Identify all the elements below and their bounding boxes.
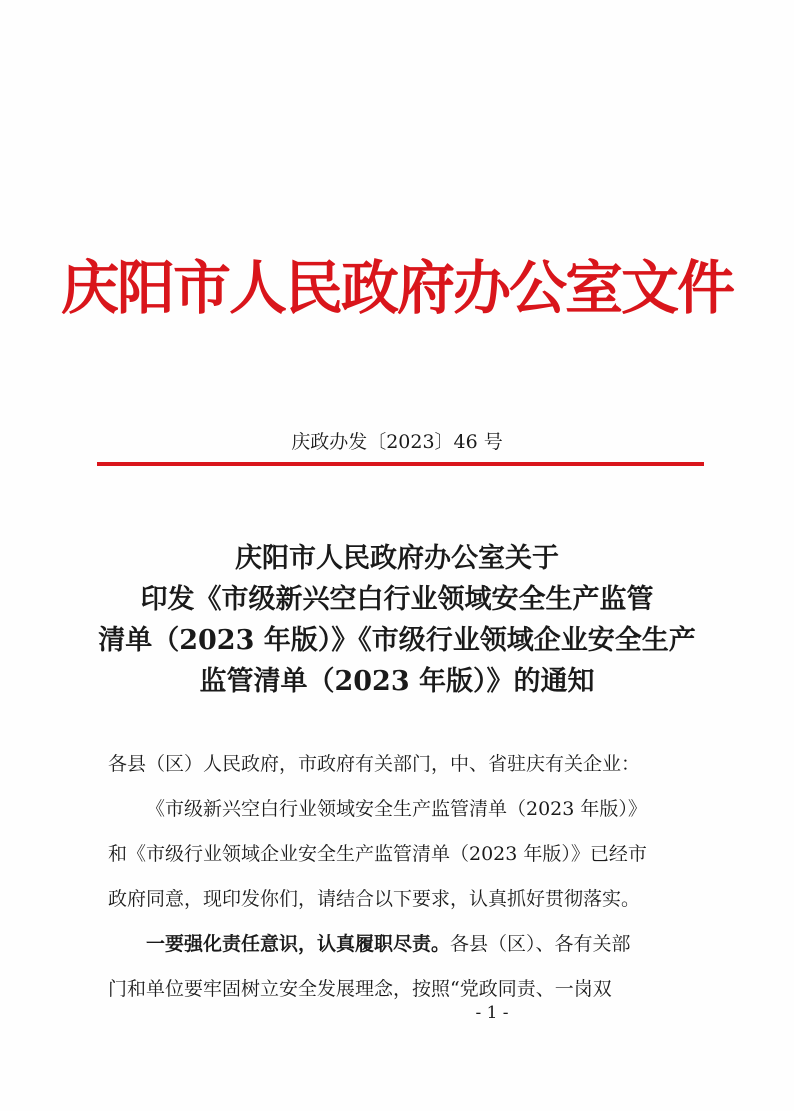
notice-title [80, 538, 714, 702]
document-number: 庆政办发〔2023〕46 号 [291, 431, 503, 453]
notice-title-line: 监管清单（2023 年版）》的通知 [199, 666, 595, 697]
notice-title-line: 清单（2023 年版）》《市级行业领域企业安全生产 [98, 625, 696, 656]
paragraph-line [108, 922, 696, 967]
paragraph-line: 政府同意，现印发你们，请结合以下要求，认真抓好贯彻落实。 [108, 888, 641, 910]
notice-body [108, 742, 696, 1012]
masthead-title: 庆阳市人民政府办公室文件 [60, 254, 733, 322]
paragraph-text: 各县（区）、各有关部 [450, 933, 631, 955]
addressee-line: 各县（区）人民政府，市政府有关部门，中、省驻庆有关企业： [108, 753, 641, 775]
emphasis-heading: 一要强化责任意识，认真履职尽责。 [146, 933, 451, 955]
notice-title-line: 印发《市级新兴空白行业领域安全生产监管 [140, 584, 654, 615]
red-separator-rule [97, 462, 704, 466]
notice-title-line: 庆阳市人民政府办公室关于 [235, 543, 559, 574]
page-number: - 1 - [475, 1003, 509, 1023]
paragraph-line: 门和单位要牢固树立安全发展理念，按照“党政同责、一岗双 [108, 978, 612, 1000]
paragraph-line: 《市级新兴空白行业领域安全生产监管清单（2023 年版）》 [146, 798, 647, 820]
paragraph-line: 和《市级行业领域企业安全生产监管清单（2023 年版）》已经市 [108, 843, 647, 865]
